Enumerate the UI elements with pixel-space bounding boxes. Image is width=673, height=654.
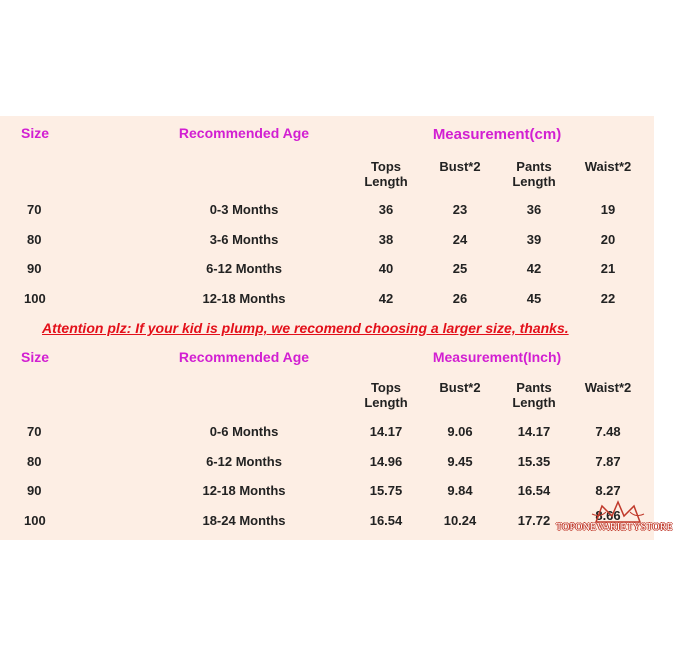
header-tops-line2: Length bbox=[364, 395, 408, 410]
cell-pants: 39 bbox=[526, 232, 542, 247]
header-tops-line1: Tops bbox=[370, 380, 402, 395]
cell-size: 80 bbox=[27, 454, 42, 469]
cell-tops: 42 bbox=[378, 291, 394, 306]
cell-pants: 42 bbox=[526, 261, 542, 276]
attention-note: Attention plz: If your kid is plump, we recomend choosing a larger size, thanks. bbox=[42, 320, 569, 336]
header-size: Size bbox=[21, 349, 50, 365]
cell-tops: 15.75 bbox=[369, 483, 403, 498]
cell-size: 100 bbox=[24, 513, 46, 528]
header-pants-line2: Length bbox=[512, 395, 556, 410]
cell-waist: 19 bbox=[600, 202, 616, 217]
cell-tops: 40 bbox=[378, 261, 394, 276]
header-pants-length bbox=[512, 159, 555, 189]
cell-age: 6-12 Months bbox=[206, 454, 282, 469]
cell-bust: 25 bbox=[452, 261, 468, 276]
header-measurement: Measurement(Inch) bbox=[432, 349, 562, 365]
header-pants-line2: Length bbox=[512, 174, 556, 189]
header-tops-length bbox=[364, 380, 407, 410]
cell-age: 0-6 Months bbox=[209, 424, 279, 439]
cell-size: 70 bbox=[27, 202, 42, 217]
cell-bust: 24 bbox=[452, 232, 468, 247]
cell-size: 90 bbox=[27, 483, 42, 498]
cell-waist: 8.66 bbox=[595, 508, 621, 523]
header-pants-line1: Pants bbox=[516, 159, 552, 174]
cell-pants: 45 bbox=[526, 291, 542, 306]
cell-tops: 36 bbox=[378, 202, 394, 217]
cell-tops: 14.96 bbox=[369, 454, 403, 469]
cell-pants: 14.17 bbox=[517, 424, 551, 439]
cell-age: 3-6 Months bbox=[209, 232, 279, 247]
cell-bust: 26 bbox=[452, 291, 468, 306]
cell-bust: 23 bbox=[452, 202, 468, 217]
cell-waist: 8.27 bbox=[595, 483, 621, 498]
header-tops-length bbox=[364, 159, 407, 189]
cell-tops: 14.17 bbox=[369, 424, 403, 439]
cell-waist: 20 bbox=[600, 232, 616, 247]
cell-bust: 9.84 bbox=[447, 483, 473, 498]
header-waist: Waist*2 bbox=[584, 380, 632, 395]
cell-waist: 22 bbox=[600, 291, 616, 306]
header-waist: Waist*2 bbox=[584, 159, 632, 174]
cell-tops: 38 bbox=[378, 232, 394, 247]
header-bust: Bust*2 bbox=[439, 380, 481, 395]
header-recommended-age: Recommended Age bbox=[178, 349, 310, 365]
cell-pants: 36 bbox=[526, 202, 542, 217]
cell-pants: 16.54 bbox=[517, 483, 551, 498]
cell-age: 6-12 Months bbox=[206, 261, 282, 276]
cell-age: 12-18 Months bbox=[202, 483, 286, 498]
cell-tops: 16.54 bbox=[369, 513, 403, 528]
cell-bust: 9.45 bbox=[447, 454, 473, 469]
cell-size: 70 bbox=[27, 424, 42, 439]
cell-waist: 21 bbox=[600, 261, 616, 276]
cell-size: 80 bbox=[27, 232, 42, 247]
cell-age: 0-3 Months bbox=[209, 202, 279, 217]
cell-bust: 10.24 bbox=[443, 513, 477, 528]
header-pants-length bbox=[512, 380, 555, 410]
header-size: Size bbox=[21, 125, 50, 141]
cell-pants: 17.72 bbox=[517, 513, 551, 528]
header-pants-line1: Pants bbox=[516, 380, 552, 395]
cell-waist: 7.48 bbox=[595, 424, 621, 439]
cell-age: 18-24 Months bbox=[202, 513, 286, 528]
cell-bust: 9.06 bbox=[447, 424, 473, 439]
header-bust: Bust*2 bbox=[439, 159, 481, 174]
cell-waist: 7.87 bbox=[595, 454, 621, 469]
header-recommended-age: Recommended Age bbox=[178, 125, 310, 141]
cell-size: 100 bbox=[24, 291, 46, 306]
store-watermark: TOPONEVARIETYSTORE bbox=[556, 522, 673, 533]
cell-pants: 15.35 bbox=[517, 454, 551, 469]
header-tops-line1: Tops bbox=[370, 159, 402, 174]
header-tops-line2: Length bbox=[364, 174, 408, 189]
cell-age: 12-18 Months bbox=[202, 291, 286, 306]
header-measurement: Measurement(cm) bbox=[432, 126, 562, 143]
cell-size: 90 bbox=[27, 261, 42, 276]
